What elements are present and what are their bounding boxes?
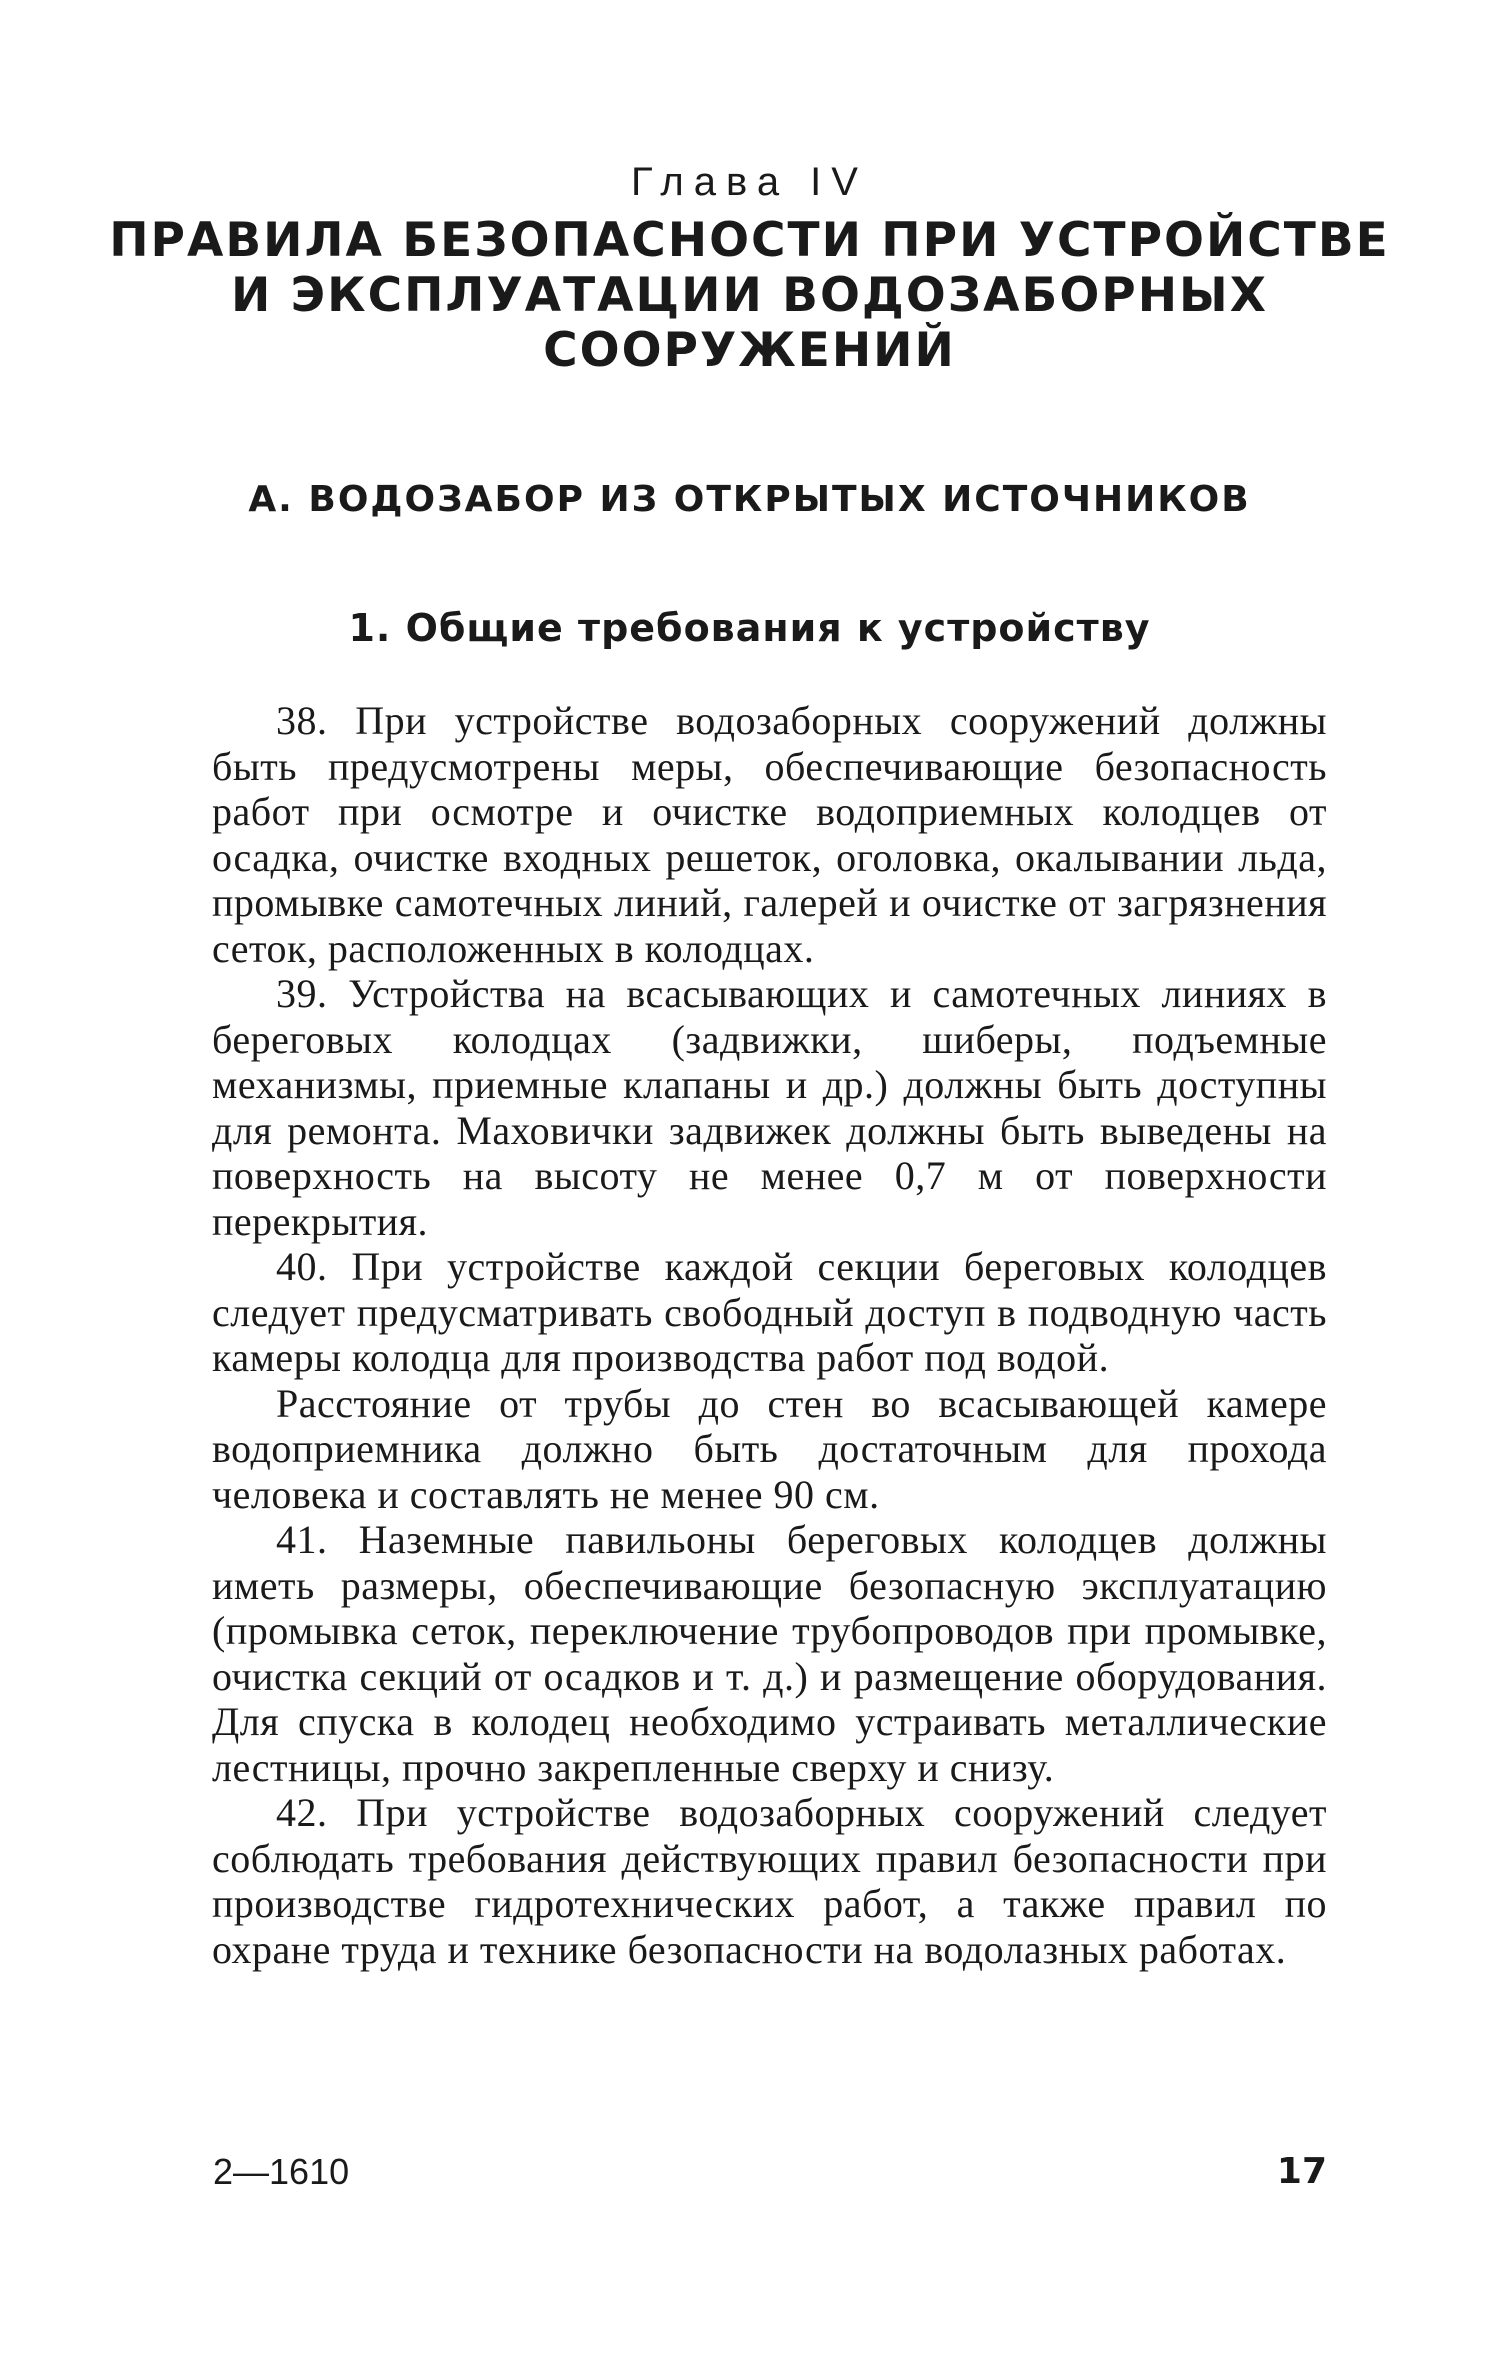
chapter-title-line: СООРУЖЕНИЙ [543, 323, 956, 378]
paragraph-40: 40. При устройстве каждой секции береговых колодцев следует предусматривать свободный доступ в подводную часть камеры колодца для производства работ под водой. [212, 1244, 1327, 1380]
chapter-title-line: И ЭКСПЛУАТАЦИИ ВОДОЗАБОРНЫХ [230, 268, 1268, 323]
section-title: А. ВОДОЗАБОР ИЗ ОТКРЫТЫХ ИСТОЧНИКОВ [248, 479, 1251, 520]
chapter-title-line: ПРАВИЛА БЕЗОПАСНОСТИ ПРИ УСТРОЙСТВЕ [109, 213, 1390, 268]
paragraph-41: 41. Наземные павильоны береговых колодцев должны иметь размеры, обеспечивающие безопасную эксплуатацию (промывка сеток, переключение трубопроводов при промывке, очистка секций от осадков и т. д.) и размещение оборудования. Для спуска в колодец необходимо устраивать металлические лестницы, прочно закрепленные сверху и снизу. [212, 1517, 1327, 1790]
paragraph-40-continued: Расстояние от трубы до стен во всасывающей камере водоприемника должно быть достаточным для прохода человека и составлять не менее 90 см. [212, 1380, 1327, 1517]
paragraph-42: 42. При устройстве водозаборных сооружений следует соблюдать требования действующих правил безопасности при производстве гидротехнических работ, а также правил по охране труда и технике безопасности на водолазных работах. [212, 1790, 1327, 1972]
printer-signature: 2—1610 [213, 2151, 350, 2192]
chapter-title [0, 213, 1499, 378]
paragraph-39: 39. Устройства на всасывающих и самотечных линиях в береговых колодцах (задвижки, шиберы, подъемные механизмы, приемные клапаны и др.) должны быть доступны для ремонта. Маховички задвижек должны быть выведены на поверхность на высоту не менее 0,7 м от поверхности перекрытия. [212, 971, 1327, 1244]
subsection-title: 1. Общие требования к устройству [348, 606, 1151, 650]
page-number: 17 [1276, 2151, 1327, 2192]
paragraph-38: 38. При устройстве водозаборных сооружений должны быть предусмотрены меры, обеспечивающие безопасность работ при осмотре и очистке водоприемных колодцев от осадка, очистке входных решеток, оголовка, окалывании льда, промывке самотечных линий, галерей и очистке от загрязнения сеток, расположенных в колодцах. [212, 698, 1327, 971]
chapter-label: Глава IV [631, 160, 868, 204]
body-text [212, 698, 1327, 1972]
